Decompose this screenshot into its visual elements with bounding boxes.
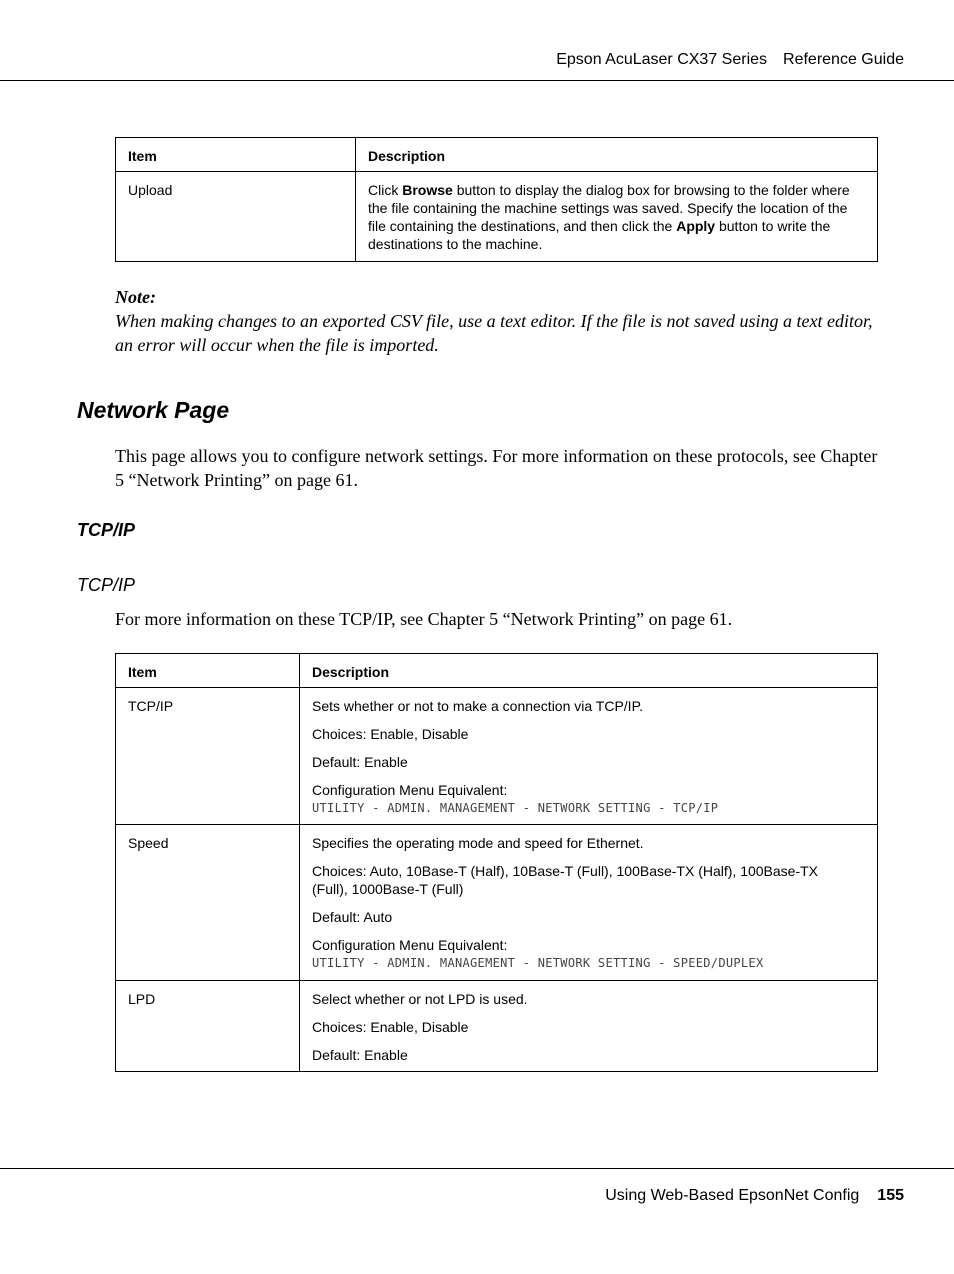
desc-line: Sets whether or not to make a connection via TCP/IP. xyxy=(312,698,643,714)
desc-line: Default: Enable xyxy=(312,1047,408,1063)
description-cell xyxy=(300,825,878,981)
item-cell: LPD xyxy=(116,981,300,1072)
tcpip-table xyxy=(115,653,878,1072)
col-header-description: Description xyxy=(356,138,878,172)
header-guide: Reference Guide xyxy=(783,51,904,68)
footer-section: Using Web-Based EpsonNet Config xyxy=(605,1187,860,1204)
item-cell: Speed xyxy=(116,825,300,981)
section-title: Network Page xyxy=(77,397,230,423)
desc-bold: Browse xyxy=(402,182,453,198)
desc-line: Select whether or not LPD is used. xyxy=(312,991,528,1007)
note xyxy=(115,285,885,357)
menu-path: UTILITY - ADMIN. MANAGEMENT - NETWORK SETTING - SPEED/DUPLEX xyxy=(312,956,764,970)
table-row xyxy=(116,825,878,981)
desc-text: button to display the dialog box for browsing to the folder where the file containing the machine settings was saved. Specify the location of the file containing the destinations, and then click the xyxy=(368,182,850,234)
menu-path: UTILITY - ADMIN. MANAGEMENT - NETWORK SETTING - TCP/IP xyxy=(312,801,719,815)
desc-line: Choices: Enable, Disable xyxy=(312,1019,469,1035)
subsection-subtitle: TCP/IP xyxy=(77,575,136,595)
item-cell: TCP/IP xyxy=(116,688,300,825)
desc-line: Configuration Menu Equivalent: xyxy=(312,782,508,798)
desc-text: button to write the destinations to the machine. xyxy=(368,218,831,252)
table-row xyxy=(116,981,878,1072)
header-product: Epson AcuLaser CX37 Series xyxy=(556,51,768,68)
subsection-title: TCP/IP xyxy=(77,520,136,540)
desc-bold: Apply xyxy=(676,218,716,234)
col-header-item: Item xyxy=(116,138,356,172)
table-row xyxy=(116,688,878,825)
desc-text: Click xyxy=(368,182,403,198)
header-rule xyxy=(0,80,954,81)
description-cell xyxy=(300,981,878,1072)
description-cell xyxy=(356,172,878,262)
description-cell xyxy=(300,688,878,825)
desc-line: Configuration Menu Equivalent: xyxy=(312,937,508,953)
footer-rule xyxy=(0,1168,954,1169)
desc-line: Choices: Enable, Disable xyxy=(312,726,469,742)
desc-line: Default: Auto xyxy=(312,909,393,925)
desc-line: Choices: Auto, 10Base-T (Half), 10Base-T (Full), 100Base-TX (Half), 100Base-TX (Full), 1000Base-T (Full) xyxy=(312,863,819,897)
running-header xyxy=(540,51,904,69)
desc-line: Default: Enable xyxy=(312,754,408,770)
note-label: Note: xyxy=(115,287,156,307)
col-header-item: Item xyxy=(116,654,300,688)
section-intro: This page allows you to configure network settings. For more information on these protocols, see Chapter 5 “Network Printing” on page 61. xyxy=(115,446,878,490)
subsection-intro: For more information on these TCP/IP, see Chapter 5 “Network Printing” on page 61. xyxy=(115,609,733,629)
page-number: 155 xyxy=(877,1187,904,1204)
desc-line: Specifies the operating mode and speed for Ethernet. xyxy=(312,835,644,851)
running-footer xyxy=(605,1187,904,1205)
table-row xyxy=(116,172,878,262)
upload-table xyxy=(115,137,878,262)
note-text: When making changes to an exported CSV file, use a text editor. If the file is not saved using a text editor, an error will occur when the file is imported. xyxy=(115,311,873,355)
item-cell: Upload xyxy=(116,172,356,262)
col-header-description: Description xyxy=(300,654,878,688)
